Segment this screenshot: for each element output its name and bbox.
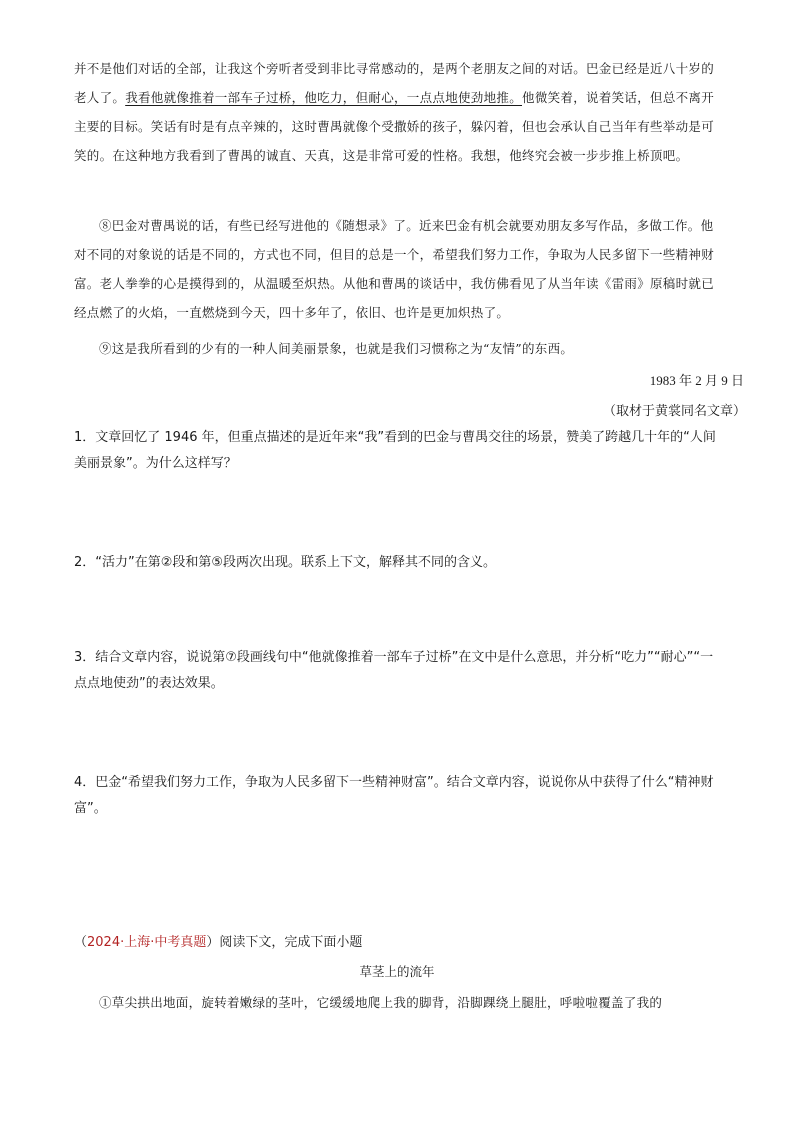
paragraph-7-text-b: 他微笑着，说着笑话，但总不离开主要的目标。笑话有时是有点辛辣的，这时曹禺就像个受撒娇的孩子，躲闪着，但也会承认自己当年有些举动是可笑的。在这种地方我看到了曹禺的诚直、天真，这是非常可爱的性格。我想，他终究会被一步步推上桥顶吧。 (74, 90, 715, 163)
paragraph-7-text-a: 并不是他们对话的全部，让我这个旁听者受到非比寻常感动的，是两个老朋友之间的对话。巴金已经是近八十岁的老人了。 (74, 61, 715, 105)
question-1: 1．文章回忆了 1946 年，但重点描述的是近年来“我”看到的巴金与曹禺交往的场景，赞美了跨越几十年的“人间美丽景象”。为什么这样写？ (74, 430, 716, 471)
paragraph-9: ⑨这是我所看到的少有的一种人间美丽景象，也就是我们习惯称之为“友情”的东西。 (99, 341, 574, 356)
question-3: 3．结合文章内容，说说第⑦段画线句中“他就像推着一部车子过桥”在文中是什么意思，并分析“吃力”“耐心”“一点点地使劲”的表达效果。 (74, 650, 714, 691)
next-article-paragraph-1: ①草尖拱出地面，旋转着嫩绿的茎叶，它缓缓地爬上我的脚背，沿脚踝绕上腿肚，呼啦啦覆盖了我的 (99, 995, 663, 1010)
paragraph-8: ⑧巴金对曹禺说的话，有些已经写进他的《随想录》了。近来巴金有机会就要劝朋友多写作品，多做工作。他对不同的对象说的话是不同的，方式也不同，但目的总是一个，希望我们努力工作，争取为人民多留下一些精神财富。老人拳拳的心是摸得到的，从温暖至炽热。从他和曹禺的谈话中，我仿佛看见了从当年读《雷雨》原稿时就已经点燃了的火焰，一直燃烧到今天，四十多年了，依旧、也许是更加炽热了。 (74, 218, 715, 320)
next-article-title: 草茎上的流年 (359, 964, 435, 979)
article-source: （取材于黄裳同名文章） (602, 403, 746, 418)
paragraph-7 (74, 54, 722, 170)
source-instruction: ）阅读下文，完成下面小题 (206, 935, 363, 950)
source-exam-label: 2024·上海·中考真题 (87, 935, 207, 950)
next-section-source (74, 931, 362, 950)
question-2: 2．“活力”在第②段和第⑤段两次出现。联系上下文，解释其不同的含义。 (74, 555, 497, 570)
underlined-sentence: 我看他就像推着一部车子过桥，他吃力，但耐心，一点点地使劲地推。 (125, 90, 523, 105)
article-date: 1983 年 2 月 9 日 (649, 373, 744, 388)
source-open: （ (74, 935, 88, 950)
question-4: 4．巴金“希望我们努力工作，争取为人民多留下一些精神财富”。结合文章内容，说说你从中获得了什么“精神财富”。 (74, 775, 714, 816)
